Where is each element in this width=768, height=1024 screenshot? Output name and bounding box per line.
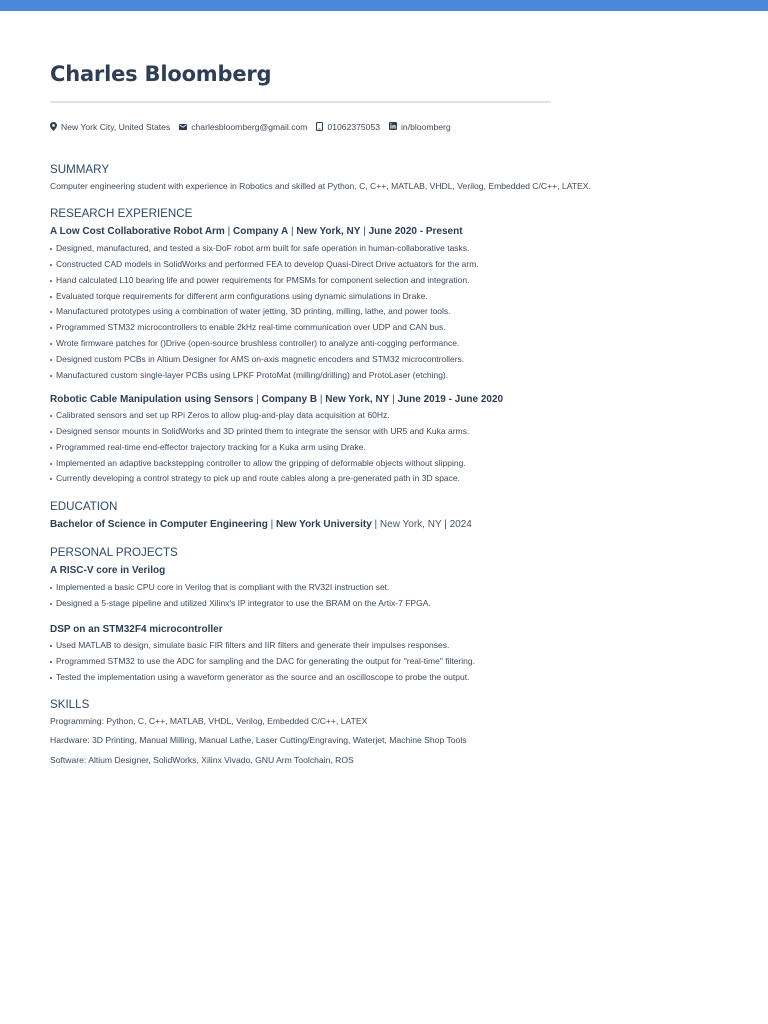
list-item: Designed sensor mounts in SolidWorks and 3D printed them to integrate the sensor with UR5 and Kuka arms.: [50, 424, 469, 440]
skills-line: Software: Altium Designer, SolidWorks, Xilinx Vivado, GNU Arm Toolchain, ROS: [50, 755, 354, 765]
research-entry-bullets: [50, 408, 469, 487]
contact-bar: [50, 121, 460, 133]
entry-location: New York, NY: [325, 394, 390, 405]
phone-text: 01062375053: [327, 122, 381, 132]
list-item: Programmed STM32 to use the ADC for sampling and the DAC for generating the output for "real-time" filtering.: [50, 654, 475, 670]
list-item: Constructed CAD models in SolidWorks and performed FEA to develop Quasi-Direct Drive actuators for the arm.: [50, 257, 479, 273]
entry-dates: June 2019 - June 2020: [397, 394, 504, 405]
skills-line: Programming: Python, C, C++, MATLAB, VHDL, Verilog, Embedded C/C++, LATEX: [50, 716, 368, 726]
top-accent-bar: [0, 0, 768, 11]
education-heading: EDUCATION: [50, 500, 118, 513]
contact-linkedin[interactable]: [389, 122, 451, 132]
research-heading: RESEARCH EXPERIENCE: [50, 207, 193, 220]
envelope-icon: [179, 122, 187, 132]
list-item: Used MATLAB to design, simulate basic FIR filters and IIR filters and generate their impulses responses.: [50, 638, 475, 654]
list-item: Implemented a basic CPU core in Verilog that is compliant with the RV32I instruction set.: [50, 580, 431, 596]
project-bullets: [50, 638, 475, 686]
list-item: Programmed real-time end-effector trajectory tracking for a Kuka arm using Drake.: [50, 440, 469, 456]
graduation-year: 2024: [449, 519, 472, 530]
summary-text: Computer engineering student with experience in Robotics and skilled at Python, C, C++, MATLAB, VHDL, Verilog, Embedded C/C++, LATEX.: [50, 181, 591, 191]
skills-heading: SKILLS: [50, 698, 90, 711]
location-pin-icon: [50, 122, 57, 133]
school: New York University: [275, 519, 372, 530]
education-entry: Bachelor of Science in Computer Engineering | New York University | New York, NY | 2024: [50, 519, 472, 530]
list-item: Designed a 5-stage pipeline and utilized Xilinx's IP integrator to use the BRAM on the Artix-7 FPGA.: [50, 596, 431, 612]
email-text: charlesbloomberg@gmail.com: [191, 122, 308, 132]
linkedin-icon: [389, 122, 397, 132]
entry-role: Robotic Cable Manipulation using Sensors: [50, 394, 254, 405]
list-item: Manufactured prototypes using a combination of water jetting, 3D printing, milling, lathe, and power tools.: [50, 304, 479, 320]
project-title: A RISC-V core in Verilog: [50, 565, 166, 576]
contact-phone[interactable]: [316, 122, 380, 133]
list-item: Programmed STM32 microcontrollers to enable 2kHz real-time communication over UDP and CAN bus.: [50, 320, 479, 336]
projects-heading: PERSONAL PROJECTS: [50, 546, 178, 559]
location-text: New York City, United States: [61, 122, 171, 132]
entry-role: A Low Cost Collaborative Robot Arm: [50, 226, 225, 237]
school-location: New York, NY: [379, 519, 442, 530]
contact-email[interactable]: [179, 122, 307, 132]
header-divider: [50, 101, 551, 103]
list-item: Designed custom PCBs in Altium Designer for AMS on-axis magnetic encoders and STM32 microcontrollers.: [50, 352, 479, 368]
candidate-name: Charles Bloomberg: [50, 62, 272, 86]
phone-icon: [316, 122, 323, 133]
list-item: Designed, manufactured, and tested a six-DoF robot arm built for safe operation in human-collaborative tasks.: [50, 241, 479, 257]
summary-heading: SUMMARY: [50, 163, 110, 176]
list-item: Wrote firmware patches for ()Drive (open-source brushless controller) to analyze anti-cogging performance.: [50, 336, 479, 352]
linkedin-text: in/bloomberg: [401, 122, 451, 132]
list-item: Implemented an adaptive backstepping controller to allow the gripping of deformable objects without slipping.: [50, 456, 469, 472]
research-entry-title: A Low Cost Collaborative Robot Arm | Company A | New York, NY | June 2020 - Present: [50, 226, 463, 237]
list-item: Hand calculated L10 bearing life and power requirements for PMSMs for component selection and integration.: [50, 273, 479, 289]
skills-line: Hardware: 3D Printing, Manual Milling, Manual Lathe, Laser Cutting/Engraving, Waterjet, Machine Shop Tools: [50, 735, 467, 745]
entry-dates: June 2020 - Present: [368, 226, 463, 237]
entry-org: Company A: [232, 226, 289, 237]
contact-location: [50, 122, 170, 133]
entry-location: New York, NY: [296, 226, 361, 237]
entry-org: Company B: [261, 394, 318, 405]
research-entry-bullets: [50, 241, 479, 384]
project-bullets: [50, 580, 431, 612]
project-title: DSP on an STM32F4 microcontroller: [50, 624, 223, 635]
list-item: Manufactured custom single-layer PCBs using LPKF ProtoMat (milling/drilling) and ProtoLaser (etching).: [50, 368, 479, 384]
degree: Bachelor of Science in Computer Engineering: [50, 519, 268, 530]
list-item: Tested the implementation using a waveform generator as the source and an oscilloscope to probe the output.: [50, 670, 475, 686]
list-item: Currently developing a control strategy to pick up and route cables along a pre-generated path in 3D space.: [50, 471, 469, 487]
list-item: Evaluated torque requirements for different arm configurations using dynamic simulations in Drake.: [50, 289, 479, 305]
research-entry-title: Robotic Cable Manipulation using Sensors | Company B | New York, NY | June 2019 - June 2020: [50, 394, 504, 405]
list-item: Calibrated sensors and set up RPi Zeros to allow plug-and-play data acquisition at 60Hz.: [50, 408, 469, 424]
